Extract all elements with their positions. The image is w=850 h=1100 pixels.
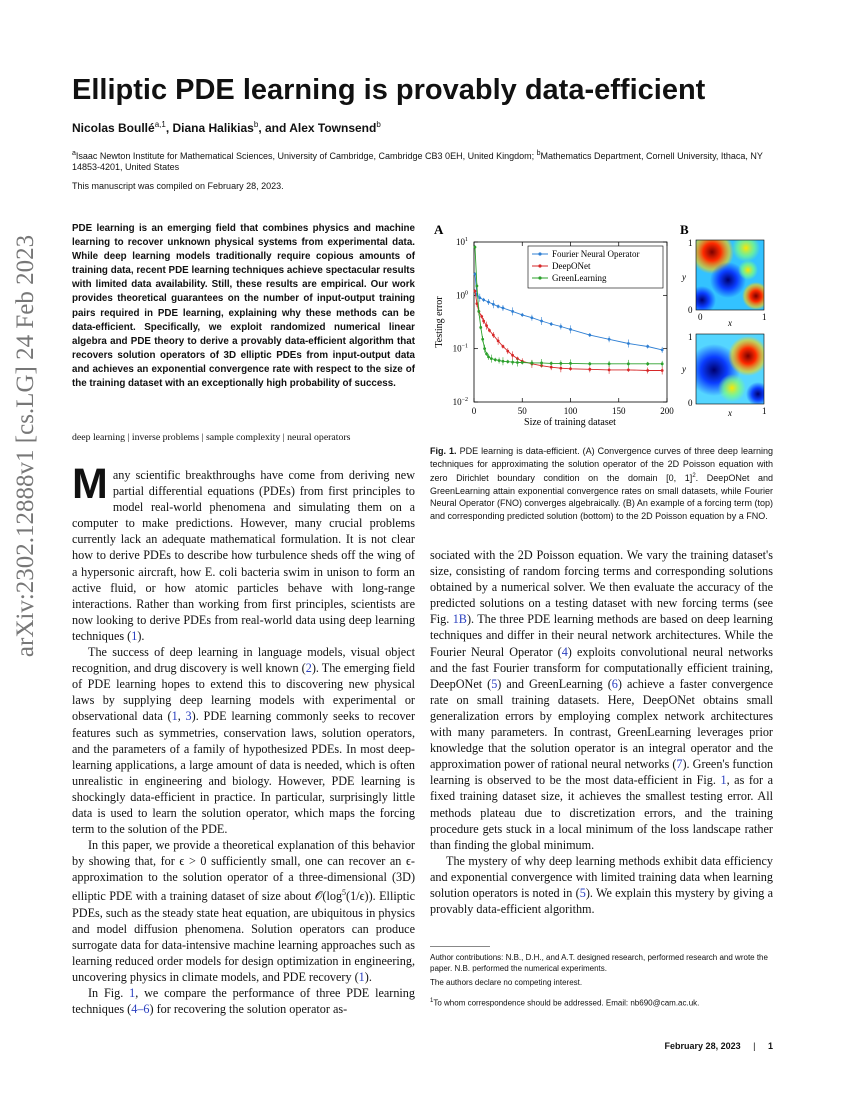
y-tick-label <box>456 290 468 300</box>
predicted-solution-heatmap <box>688 334 770 406</box>
data-point <box>608 368 611 371</box>
figure-link[interactable]: 1 <box>720 773 727 788</box>
data-point <box>608 362 611 365</box>
paragraph-4 <box>72 985 415 1017</box>
data-point <box>550 366 553 369</box>
data-point <box>479 326 482 329</box>
data-point <box>588 362 591 365</box>
footer-separator: | <box>753 1041 756 1051</box>
figure-link[interactable]: 1 <box>129 986 136 1001</box>
citation-link[interactable]: 5 <box>579 885 586 900</box>
data-point <box>627 362 630 365</box>
paragraph-2-text-b: ). The emerging field of PDE learning hopes to extend this to discovering new physical laws by supplying deep learning models with experimental or observational data ( <box>72 661 415 724</box>
data-point <box>483 347 486 350</box>
paragraph-6-text-b: ). We explain this mystery by giving a provably data-efficient algorithm. <box>430 885 773 917</box>
data-point <box>487 301 490 304</box>
author-3: Alex Townsend <box>289 121 377 135</box>
y-tick-base: 10 <box>456 290 465 301</box>
paragraph-6 <box>430 853 773 917</box>
data-point <box>511 310 514 313</box>
citation-link[interactable]: 7 <box>676 757 683 772</box>
paragraph-5 <box>430 547 773 853</box>
compiled-date-note: This manuscript was compiled on February 28, 2023. <box>72 181 284 191</box>
author-contributions: Author contributions: N.B., D.H., and A.T. designed research, performed research and wrote the paper. N.B. performed the numerical experiments. <box>430 953 768 973</box>
data-point <box>516 361 519 364</box>
bottom-x-label: x <box>728 408 732 418</box>
panel-a-label: A <box>434 222 444 237</box>
paragraph-5-text-c: ) exploits convolutional neural networks and the fast Fourier transform for computationally efficient training, DeepONet ( <box>430 644 773 691</box>
affiliations <box>72 148 782 173</box>
author-sep-and: , and <box>258 121 290 135</box>
data-point <box>475 285 478 288</box>
panel-b-label: B <box>680 222 689 237</box>
data-point <box>511 354 514 357</box>
data-point <box>474 246 477 249</box>
y-tick-base: 10 <box>452 397 462 407</box>
data-point <box>488 329 491 332</box>
data-point <box>646 362 649 365</box>
data-point <box>569 367 572 370</box>
caption-sup: 2 <box>692 473 696 480</box>
data-point <box>485 324 488 327</box>
paragraph-5-text-g: , as for a fixed training dataset size, it achieves the smallest testing error. All methods plateau due to discretization errors, and the training procedure gets stuck in a local minimum of the loss landscape rather than finding the global minimum. <box>430 773 773 852</box>
top-x-tick-1: 1 <box>762 312 767 322</box>
paragraph-2 <box>72 644 415 837</box>
y-tick-label <box>453 344 468 354</box>
paragraph-1 <box>72 460 415 644</box>
caption-label: Fig. 1. <box>430 446 457 456</box>
author-1: Nicolas Boullé <box>72 121 155 135</box>
data-point <box>474 290 477 293</box>
x-tick-label: 50 <box>517 406 527 416</box>
data-point <box>480 315 483 318</box>
paragraph-3 <box>72 837 415 985</box>
paragraph-1-end: ). <box>137 628 145 643</box>
figure-caption <box>430 445 773 523</box>
paragraph-5-text-a: sociated with the 2D Poisson equation. We vary the training dataset's size, consisting of random forcing terms and corresponding solutions obtained by a numerical solver. We then evaluate the accuracy of the predicted solutions on a testing dataset with new forcing terms (see Fig. <box>430 548 773 627</box>
citation-link[interactable]: 4–6 <box>131 1002 150 1017</box>
data-point <box>559 325 562 328</box>
data-point <box>492 334 495 337</box>
citation-link[interactable]: 1 <box>358 969 365 984</box>
data-point <box>627 368 630 371</box>
page-number: 1 <box>767 1041 773 1051</box>
page-footer <box>540 1041 773 1051</box>
x-tick-label: 150 <box>612 406 626 416</box>
data-point <box>661 348 664 351</box>
data-point <box>487 356 490 359</box>
top-y-tick-0: 0 <box>688 305 693 315</box>
y-tick-label <box>456 237 468 247</box>
data-point <box>502 345 505 348</box>
paragraph-3-end: ). <box>364 969 372 984</box>
affil-b: Mathematics Department, Cornell University, Ithaca, NY 14853-4201, United States <box>72 151 763 172</box>
data-point <box>627 342 630 345</box>
caption-text-a: PDE learning is data-efficient. (A) Convergence curves of three deep learning techniques for approximating the solution operator of the 2D Poisson equation with zero Dirichlet boundary condition on the domain [0, 1] <box>430 446 773 484</box>
forcing-term-heatmap <box>688 230 770 314</box>
data-point <box>550 362 553 365</box>
data-point <box>559 367 562 370</box>
top-x-label: x <box>728 318 732 328</box>
y-tick-exponent: 0 <box>465 290 468 297</box>
paragraph-4-text-c: ) for recovering the solution operator as- <box>149 1002 348 1017</box>
body-column-right <box>430 547 773 917</box>
legend-entry: GreenLearning <box>552 273 607 283</box>
affil-b-mark: b <box>536 150 541 157</box>
bottom-x-tick-1: 1 <box>762 406 767 416</box>
paragraph-2-text-d: ). PDE learning commonly seeks to recover features such as symmetries, conservation laws, solution operators, and the parameters of a family of hypothesized PDEs. In most deep-learning applications, a large amount of data is needed, which is often unrealistic in engineering and biology. However, PDE learning is shockingly data-efficient in practice. In particular, surprisingly little data is used to learn the solution operator, which maps the forcing term to the solution of the PDE. <box>72 709 416 837</box>
citation-link[interactable]: 1 <box>131 628 138 643</box>
convergence-chart <box>428 218 678 434</box>
bottom-y-tick-1: 1 <box>688 332 693 342</box>
body-column-left <box>72 460 416 1017</box>
y-tick-base: 10 <box>456 237 465 247</box>
data-point <box>531 362 534 365</box>
abstract: PDE learning is an emerging field that combines physics and machine learning to recover unknown physical systems from experimental data. While deep learning models traditionally require copious amounts of training data, recent PDE learning techniques achieve spectacular results with limited data availability. Still, these results are empirical. Our work provides theoretical guarantees on the number of input-output training pairs required in PDE learning, explaining why these methods can be data-efficient. Specifically, we exploit randomized numerical linear algebra and PDE theory to derive a provably data-efficient algorithm that recovers solution operators of 3D elliptic PDEs from input-output data and achieves an exponential convergence rate with respect to the size of the training dataset with an exceptionally high probability of success. <box>72 223 415 390</box>
data-point <box>588 368 591 371</box>
author-list <box>72 120 381 135</box>
data-point <box>502 360 505 363</box>
data-point <box>492 303 495 306</box>
paragraph-2-text-a: The success of deep learning in language models, visual object recognition, and drug discovery is well known ( <box>72 645 415 676</box>
data-point <box>540 362 543 365</box>
paragraph-2-text-c: , <box>177 709 186 724</box>
data-point <box>498 359 501 362</box>
paragraph-3-text-a: In this paper, we provide a theoretical explanation of this behavior by showing that, for ϵ > 0 sufficiently small, one can recover an ϵ-approximation to the solution operator of a three-dimensional (3D) elliptic PDE with a training dataset of size about 𝒪(log <box>72 838 415 904</box>
paragraph-5-text-d: ) and GreenLearning ( <box>497 676 612 691</box>
paragraph-4-text-b: , we compare the performance of three PDE learning techniques ( <box>72 986 415 1017</box>
legend-entry: Fourier Neural Operator <box>552 249 640 259</box>
x-tick-label: 100 <box>563 406 578 416</box>
y-tick-exponent: −1 <box>461 343 468 350</box>
legend-entry: DeepONet <box>552 261 591 271</box>
top-y-label: y <box>682 272 686 282</box>
data-point <box>646 369 649 372</box>
data-point <box>531 316 534 319</box>
data-point <box>559 362 562 365</box>
author-2-affil: b <box>253 120 259 129</box>
footer-date: February 28, 2023 <box>664 1041 741 1051</box>
data-point <box>521 361 524 364</box>
affil-a-mark: a <box>72 150 76 157</box>
data-point <box>521 313 524 316</box>
data-point <box>608 338 611 341</box>
data-point <box>550 323 553 326</box>
citation-link[interactable]: 5 <box>491 676 498 691</box>
paragraph-5-text-e: ) achieve a faster convergence rate on small training datasets. Here, DeepONet obtains small generalization errors by employing complex network architectures with many parameters. In contrast, GreenLearning leverages prior knowledge that the solution operator is an integral operator and the approximation power of rational neural networks ( <box>430 676 773 772</box>
data-point <box>497 339 500 342</box>
data-point <box>485 352 488 355</box>
paragraph-5-text-f: ). Green's function learning is observed to be the most data-efficient in Fig. <box>430 757 774 788</box>
data-point <box>482 320 485 323</box>
caption-text-b: . DeepONet and GreenLearning attain exponential convergence rates on small datasets, while Fourier Neural Operator (FNO) converges algebraically. (B) An example of a forcing term (top) and corresponding predicted solution (bottom) to the 2D Poisson equation by a FNO. <box>430 473 773 521</box>
figure-link[interactable]: 1B <box>452 612 467 627</box>
drop-cap: M <box>72 460 108 508</box>
data-point <box>661 362 664 365</box>
correspondence-text: To whom correspondence should be addressed. Email: nb690@cam.ac.uk. <box>433 998 700 1008</box>
x-axis-label: Size of training dataset <box>524 417 616 428</box>
bottom-y-label: y <box>682 364 686 374</box>
author-2: Diana Halikias <box>172 121 254 135</box>
author-sep: , <box>165 121 173 135</box>
y-axis-label: Testing error <box>434 296 445 348</box>
data-point <box>477 310 480 313</box>
data-point <box>482 299 485 302</box>
citation-link[interactable]: 2 <box>305 661 312 676</box>
data-point <box>511 361 514 364</box>
data-point <box>502 307 505 310</box>
paragraph-5-text-b: ). The three PDE learning methods are based on deep learning techniques and differ in their neural network architectures. While the Fourier Neural Operator ( <box>430 612 773 659</box>
paragraph-3-text-b: (1/ϵ)). Elliptic PDEs, such as the steady state heat equation, are ubiquitous in physics and model diffusion phenomena. Solution operators can produce surrogate data for data-intensive machine learning approaches such as learning reduced order models for design optimization in engineering, uncovering physics in climate models, and PDE recovery ( <box>72 889 415 984</box>
paragraph-6-text-a: The mystery of why deep learning methods exhibit data efficiency and exponential convergence with limited training data when learning solution operators is noted in ( <box>430 853 773 900</box>
data-point <box>481 338 484 341</box>
affil-a: Isaac Newton Institute for Mathematical Sciences, University of Cambridge, Cambridge CB3 0EH, United Kingdom; <box>75 151 537 161</box>
data-point <box>588 334 591 337</box>
keywords: deep learning | inverse problems | sample complexity | neural operators <box>72 432 351 443</box>
data-point <box>490 357 493 360</box>
correspondence-note <box>430 996 773 1009</box>
data-point <box>478 296 481 299</box>
x-tick-label: 0 <box>471 406 477 416</box>
x-tick-label: 200 <box>660 406 674 416</box>
data-point <box>494 358 497 361</box>
paragraph-3-sup: 5 <box>342 888 347 898</box>
data-point <box>569 362 572 365</box>
y-tick-exponent: 1 <box>465 237 468 243</box>
data-point <box>506 360 509 363</box>
top-x-tick-0: 0 <box>698 312 703 322</box>
paragraph-1-text: any scientific breakthroughs have come from deriving new partial differential equations (PDEs) from first principles to model real-world phenomena and simulating them on a computer to make predictions. However, many crucial problems currently lack an adequate mathematical formulation. It is not clear how to derive PDEs to describe how turbulence sheds off the wing of a hypersonic aircraft, how E. coli bacteria swim in unison to form an active fluid, or how atomic particles behave with long-range interactions. Rather than working from first principles, scientists are now looking to derive PDEs from real-world data using deep learning techniques ( <box>72 468 415 643</box>
arxiv-side-stamp: arXiv:2302.12888v1 [cs.LG] 24 Feb 2023 <box>12 234 39 658</box>
y-tick-base: 10 <box>452 343 462 354</box>
author-3-affil: b <box>376 120 381 129</box>
citation-link[interactable]: 4 <box>561 644 568 659</box>
data-point <box>661 369 664 372</box>
footnotes <box>430 953 773 1009</box>
legend-marker <box>538 252 541 255</box>
competing-interest: The authors declare no competing interest. <box>430 978 583 987</box>
author-1-affil: a,1 <box>154 120 166 129</box>
paper-title: Elliptic PDE learning is provably data-efficient <box>72 74 706 106</box>
paragraph-4-text-a: In Fig. <box>88 986 130 1001</box>
legend-marker <box>538 276 541 279</box>
data-point <box>497 305 500 308</box>
data-point <box>506 350 509 353</box>
citation-link[interactable]: 1 <box>171 709 178 724</box>
panel-b-heatmaps <box>676 218 776 418</box>
correspondence-mark: 1 <box>430 997 434 1004</box>
footnote-rule <box>430 946 490 947</box>
data-point <box>569 328 572 331</box>
top-y-tick-1: 1 <box>688 238 693 248</box>
data-point <box>540 320 543 323</box>
citation-link[interactable]: 3 <box>185 709 192 724</box>
y-tick-exponent: −2 <box>461 397 468 403</box>
legend-marker <box>538 264 541 267</box>
citation-link[interactable]: 6 <box>611 676 618 691</box>
data-point <box>646 345 649 348</box>
chart-legend <box>528 246 663 288</box>
y-tick-label <box>453 397 468 407</box>
bottom-y-tick-0: 0 <box>688 398 693 408</box>
